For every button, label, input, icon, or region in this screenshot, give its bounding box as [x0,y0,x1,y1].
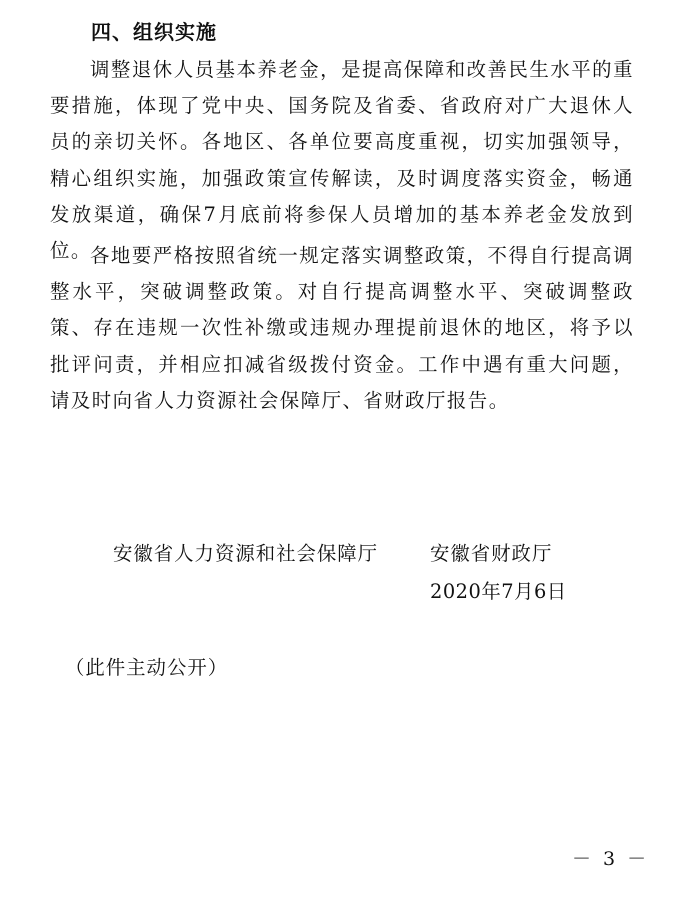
body-paragraph-2: 各地要严格按照省统一规定落实调整政策，不得自行提高调整水平，突破调整政策。对自行提高调整水平、突破调整政策、存在违规一次性补缴或违规办理提前退休的地区，将予以批评问责，并相应扣减省级拨付资金。工作中遇有重大问题，请及时向省人力资源社会保障厅、省财政厅报告。 [50,244,634,412]
issuer-hrss-department: 安徽省人力资源和社会保障厅 [113,542,379,565]
page-number: － 3 － [572,848,650,870]
body-paragraph-1: 调整退休人员基本养老金，是提高保障和改善民生水平的重要措施，体现了党中央、国务院及省委、省政府对广大退休人员的亲切关怀。各地区、各单位要高度重视，切实加强领导，精心组织实施，加强政策宣传解读，及时调度落实资金，畅通发放渠道，确保7月底前将参保人员增加的基本养老金发放到位。 [50,58,634,263]
disclosure-note: （此件主动公开） [65,656,229,679]
section-heading: 四、组织实施 [91,20,217,44]
issue-date: 2020年7月6日 [430,580,567,603]
issuer-finance-department: 安徽省财政厅 [430,542,553,565]
